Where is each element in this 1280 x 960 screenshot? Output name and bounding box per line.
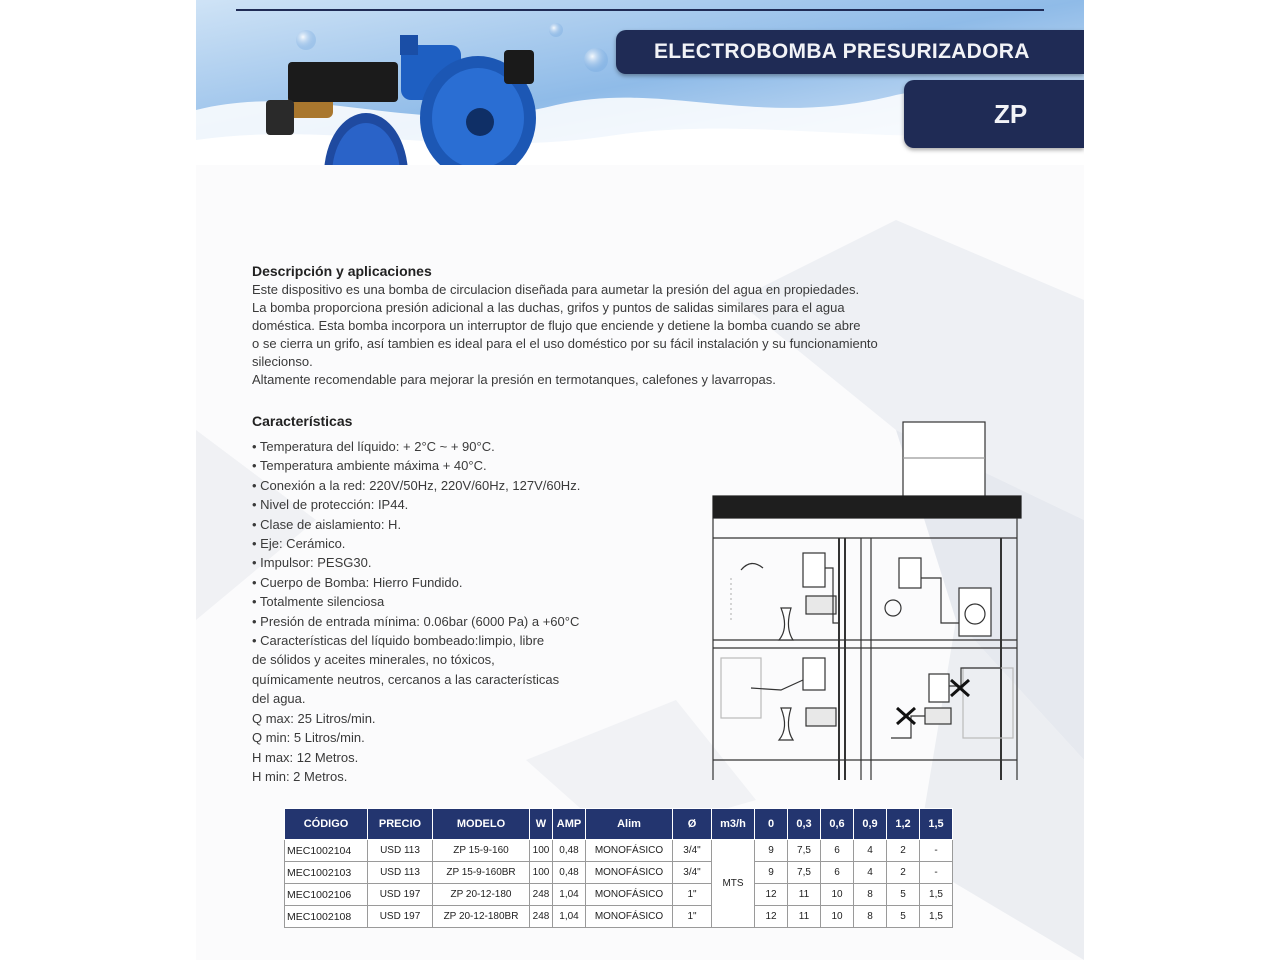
cell-diameter: 3/4"	[673, 862, 712, 884]
installation-diagram	[711, 418, 1031, 784]
description-line: Este dispositivo es una bomba de circulacion diseñada para aumetar la presión del agua en propiedades.	[252, 282, 860, 297]
header-flow-09: 0,9	[854, 809, 887, 840]
cell-head: 2	[887, 840, 920, 862]
cell-head: 10	[821, 884, 854, 906]
feature-line: • Clase de aislamiento: H.	[252, 516, 402, 532]
cell-head: 6	[821, 862, 854, 884]
feature-line: H min: 2 Metros.	[252, 768, 348, 784]
cell-head: 8	[854, 884, 887, 906]
cell-watts: 248	[530, 906, 553, 928]
cell-head: 8	[854, 906, 887, 928]
header-price: PRECIO	[368, 809, 433, 840]
feature-line: • Conexión a la red: 220V/50Hz, 220V/60Hz, 127V/60Hz.	[252, 477, 581, 493]
cell-head: 11	[788, 906, 821, 928]
header-flow: m3/h	[712, 809, 755, 840]
header-model: MODELO	[433, 809, 530, 840]
cell-watts: 100	[530, 862, 553, 884]
header-flow-12: 1,2	[887, 809, 920, 840]
cell-head: 1,5	[920, 884, 953, 906]
cell-model: ZP 20-12-180	[433, 884, 530, 906]
cell-diameter: 3/4"	[673, 840, 712, 862]
feature-line: Q min: 5 Litros/min.	[252, 730, 365, 746]
cell-alim: MONOFÁSICO	[586, 884, 673, 906]
description-line: Altamente recomendable para mejorar la presión en termotanques, calefones y lavarropas.	[252, 372, 776, 387]
cell-price: USD 197	[368, 884, 433, 906]
cell-amp: 1,04	[553, 884, 586, 906]
cell-head: 5	[887, 906, 920, 928]
feature-line: • Nivel de protección: IP44.	[252, 497, 409, 513]
header-flow-03: 0,3	[788, 809, 821, 840]
cell-head: 7,5	[788, 840, 821, 862]
feature-line: • Presión de entrada mínima: 0.06bar (6000 Pa) a +60°C	[252, 613, 580, 629]
cell-head: 10	[821, 906, 854, 928]
cell-price: USD 113	[368, 862, 433, 884]
cell-head: 5	[887, 884, 920, 906]
header-flow-06: 0,6	[821, 809, 854, 840]
feature-line: del agua.	[252, 691, 306, 707]
cell-price: USD 113	[368, 840, 433, 862]
cell-amp: 0,48	[553, 840, 586, 862]
cell-price: USD 197	[368, 906, 433, 928]
header-flow-0: 0	[755, 809, 788, 840]
header-flow-15: 1,5	[920, 809, 953, 840]
description-line: silecionso.	[252, 354, 313, 369]
cell-watts: 100	[530, 840, 553, 862]
header-alim: Alim	[586, 809, 673, 840]
feature-line: químicamente neutros, cercanos a las características	[252, 671, 560, 687]
cell-model: ZP 20-12-180BR	[433, 906, 530, 928]
feature-line: • Características del líquido bombeado:limpio, libre	[252, 633, 545, 649]
cell-alim: MONOFÁSICO	[586, 906, 673, 928]
feature-line: • Temperatura del líquido: + 2°C ~ + 90°C.	[252, 439, 495, 454]
cell-amp: 0,48	[553, 862, 586, 884]
description-line: o se cierra un grifo, así tambien es ideal para el el uso doméstico por su fácil instalación y su funcionamiento	[252, 336, 878, 351]
feature-line: H max: 12 Metros.	[252, 749, 359, 765]
cell-amp: 1,04	[553, 906, 586, 928]
cell-diameter: 1"	[673, 884, 712, 906]
description-line: doméstica. Esta bomba incorpora un interruptor de flujo que enciende y detiene la bomba cuando se abre	[252, 318, 861, 333]
table-row	[285, 906, 953, 928]
table-row	[285, 862, 953, 884]
features-heading: Características	[252, 413, 353, 429]
header-amp: AMP	[553, 809, 586, 840]
cell-diameter: 1"	[673, 906, 712, 928]
table-row	[285, 840, 953, 862]
cell-head: 9	[755, 840, 788, 862]
table-row	[285, 884, 953, 906]
catalog-sheet	[196, 0, 1084, 960]
feature-line: • Totalmente silenciosa	[252, 594, 385, 610]
cell-code: MEC1002104	[285, 840, 368, 862]
cell-head: 4	[854, 862, 887, 884]
cell-head: 7,5	[788, 862, 821, 884]
cell-alim: MONOFÁSICO	[586, 840, 673, 862]
description-heading: Descripción y aplicaciones	[252, 263, 432, 279]
feature-line: de sólidos y aceites minerales, no tóxicos,	[252, 652, 495, 668]
description-text	[252, 281, 1052, 389]
product-title-banner: ELECTROBOMBA PRESURIZADORA	[616, 30, 1084, 74]
cell-code: MEC1002108	[285, 906, 368, 928]
header-diameter: Ø	[673, 809, 712, 840]
cell-head: 4	[854, 840, 887, 862]
cell-head: 2	[887, 862, 920, 884]
cell-head: -	[920, 840, 953, 862]
cell-code: MEC1002103	[285, 862, 368, 884]
cell-head: 12	[755, 884, 788, 906]
model-banner: ZP	[904, 80, 1084, 148]
cell-head: 11	[788, 884, 821, 906]
cell-alim: MONOFÁSICO	[586, 862, 673, 884]
feature-line: • Temperatura ambiente máxima + 40°C.	[252, 458, 487, 474]
cell-head: -	[920, 862, 953, 884]
cell-watts: 248	[530, 884, 553, 906]
specifications-table	[284, 808, 953, 928]
header-code: CÓDIGO	[285, 809, 368, 840]
features-list	[252, 437, 692, 786]
cell-mts: MTS	[712, 840, 755, 928]
cell-head: 6	[821, 840, 854, 862]
cell-model: ZP 15-9-160BR	[433, 862, 530, 884]
cell-code: MEC1002106	[285, 884, 368, 906]
description-line: La bomba proporciona presión adicional a las duchas, grifos y puntos de salidas similares para el agua	[252, 300, 845, 315]
header-watts: W	[530, 809, 553, 840]
cell-head: 12	[755, 906, 788, 928]
feature-line: • Impulsor: PESG30.	[252, 555, 372, 571]
feature-line: • Cuerpo de Bomba: Hierro Fundido.	[252, 574, 463, 590]
cell-head: 9	[755, 862, 788, 884]
feature-line: • Eje: Cerámico.	[252, 536, 346, 552]
cell-model: ZP 15-9-160	[433, 840, 530, 862]
cell-head: 1,5	[920, 906, 953, 928]
feature-line: Q max: 25 Litros/min.	[252, 710, 376, 726]
table-header-row	[285, 809, 953, 840]
